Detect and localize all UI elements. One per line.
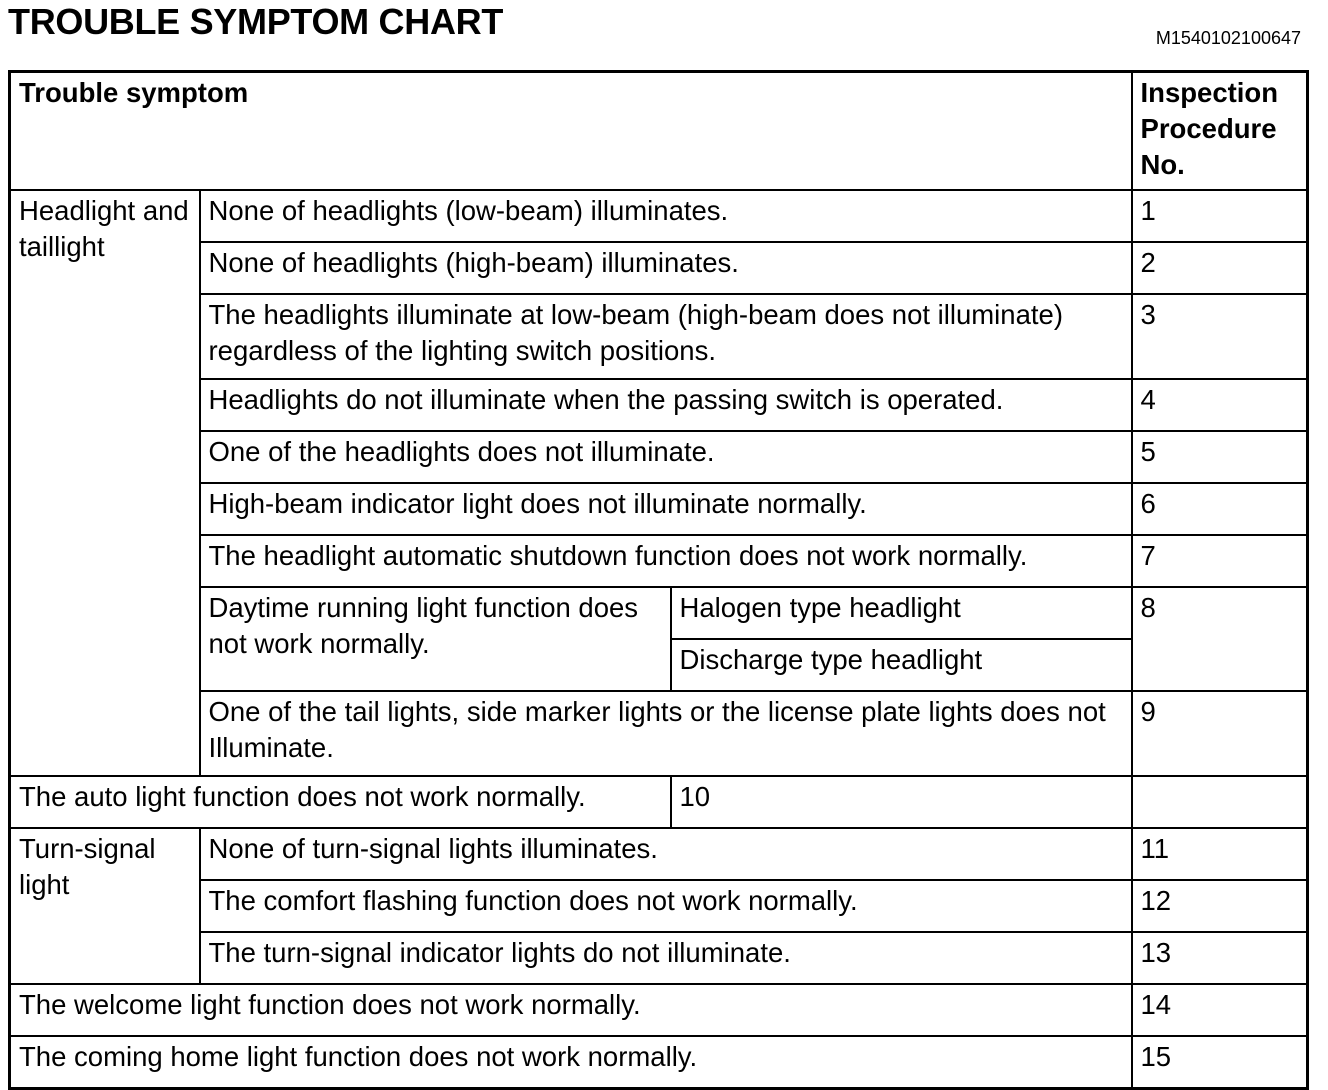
symptom-cell-welcome-light: The welcome light function does not work normally. [10, 984, 1132, 1036]
procedure-number: 10 [671, 776, 1132, 828]
symptom-cell: The headlights illuminate at low-beam (high-beam does not illuminate) regardless of the lighting switch positions. [200, 294, 1132, 379]
table-row [10, 587, 1308, 639]
procedure-number: 9 [1132, 691, 1308, 776]
table-row [10, 776, 1308, 828]
table-header-row [10, 72, 1308, 191]
symptom-cell: One of the headlights does not illuminate. [200, 431, 1132, 483]
symptom-cell: None of headlights (high-beam) illuminates. [200, 242, 1132, 294]
procedure-number: 3 [1132, 294, 1308, 379]
procedure-number: 11 [1132, 828, 1308, 880]
procedure-number: 13 [1132, 932, 1308, 984]
header-inspection-procedure: Inspection Procedure No. [1132, 72, 1308, 191]
symptom-cell-daytime-running-light: Daytime running light function does not work normally. [200, 587, 671, 691]
procedure-number: 14 [1132, 984, 1308, 1036]
trouble-symptom-table [8, 70, 1309, 1090]
symptom-cell: One of the tail lights, side marker lights or the license plate lights does not Illuminate. [200, 691, 1132, 776]
procedure-number: 1 [1132, 190, 1308, 242]
symptom-cell: None of headlights (low-beam) illuminates. [200, 190, 1132, 242]
symptom-cell: The turn-signal indicator lights do not illuminate. [200, 932, 1132, 984]
table-row [10, 1036, 1308, 1089]
table-row [10, 294, 1308, 379]
header-trouble-symptom: Trouble symptom [10, 72, 1132, 191]
table-row [10, 431, 1308, 483]
table-row [10, 880, 1308, 932]
symptom-cell: None of turn-signal lights illuminates. [200, 828, 1132, 880]
table-row [10, 483, 1308, 535]
procedure-number: 4 [1132, 379, 1308, 431]
procedure-number: 5 [1132, 431, 1308, 483]
sub-condition-halogen: Halogen type headlight [671, 587, 1132, 639]
symptom-cell: The comfort flashing function does not work normally. [200, 880, 1132, 932]
symptom-cell-coming-home-light: The coming home light function does not work normally. [10, 1036, 1132, 1089]
category-turn-signal-light: Turn-signal light [10, 828, 200, 984]
table-row [10, 242, 1308, 294]
document-code: M1540102100647 [1155, 28, 1301, 48]
table-row [10, 932, 1308, 984]
symptom-cell: The auto light function does not work normally. [10, 776, 671, 828]
procedure-number: 12 [1132, 880, 1308, 932]
table-row [10, 691, 1308, 776]
procedure-number: 7 [1132, 535, 1308, 587]
sub-condition-discharge: Discharge type headlight [671, 639, 1132, 691]
procedure-number: 15 [1132, 1036, 1308, 1089]
category-headlight-taillight: Headlight and taillight [10, 190, 200, 776]
table-row [10, 828, 1308, 880]
procedure-number: 6 [1132, 483, 1308, 535]
table-row [10, 190, 1308, 242]
table-row [10, 535, 1308, 587]
symptom-cell: High-beam indicator light does not illuminate normally. [200, 483, 1132, 535]
table-row [10, 984, 1308, 1036]
table-row [10, 379, 1308, 431]
chart-title: TROUBLE SYMPTOM CHART [8, 1, 504, 42]
procedure-number: 8 [1132, 587, 1308, 691]
symptom-cell: The headlight automatic shutdown function does not work normally. [200, 535, 1132, 587]
symptom-cell: Headlights do not illuminate when the passing switch is operated. [200, 379, 1132, 431]
procedure-number: 2 [1132, 242, 1308, 294]
